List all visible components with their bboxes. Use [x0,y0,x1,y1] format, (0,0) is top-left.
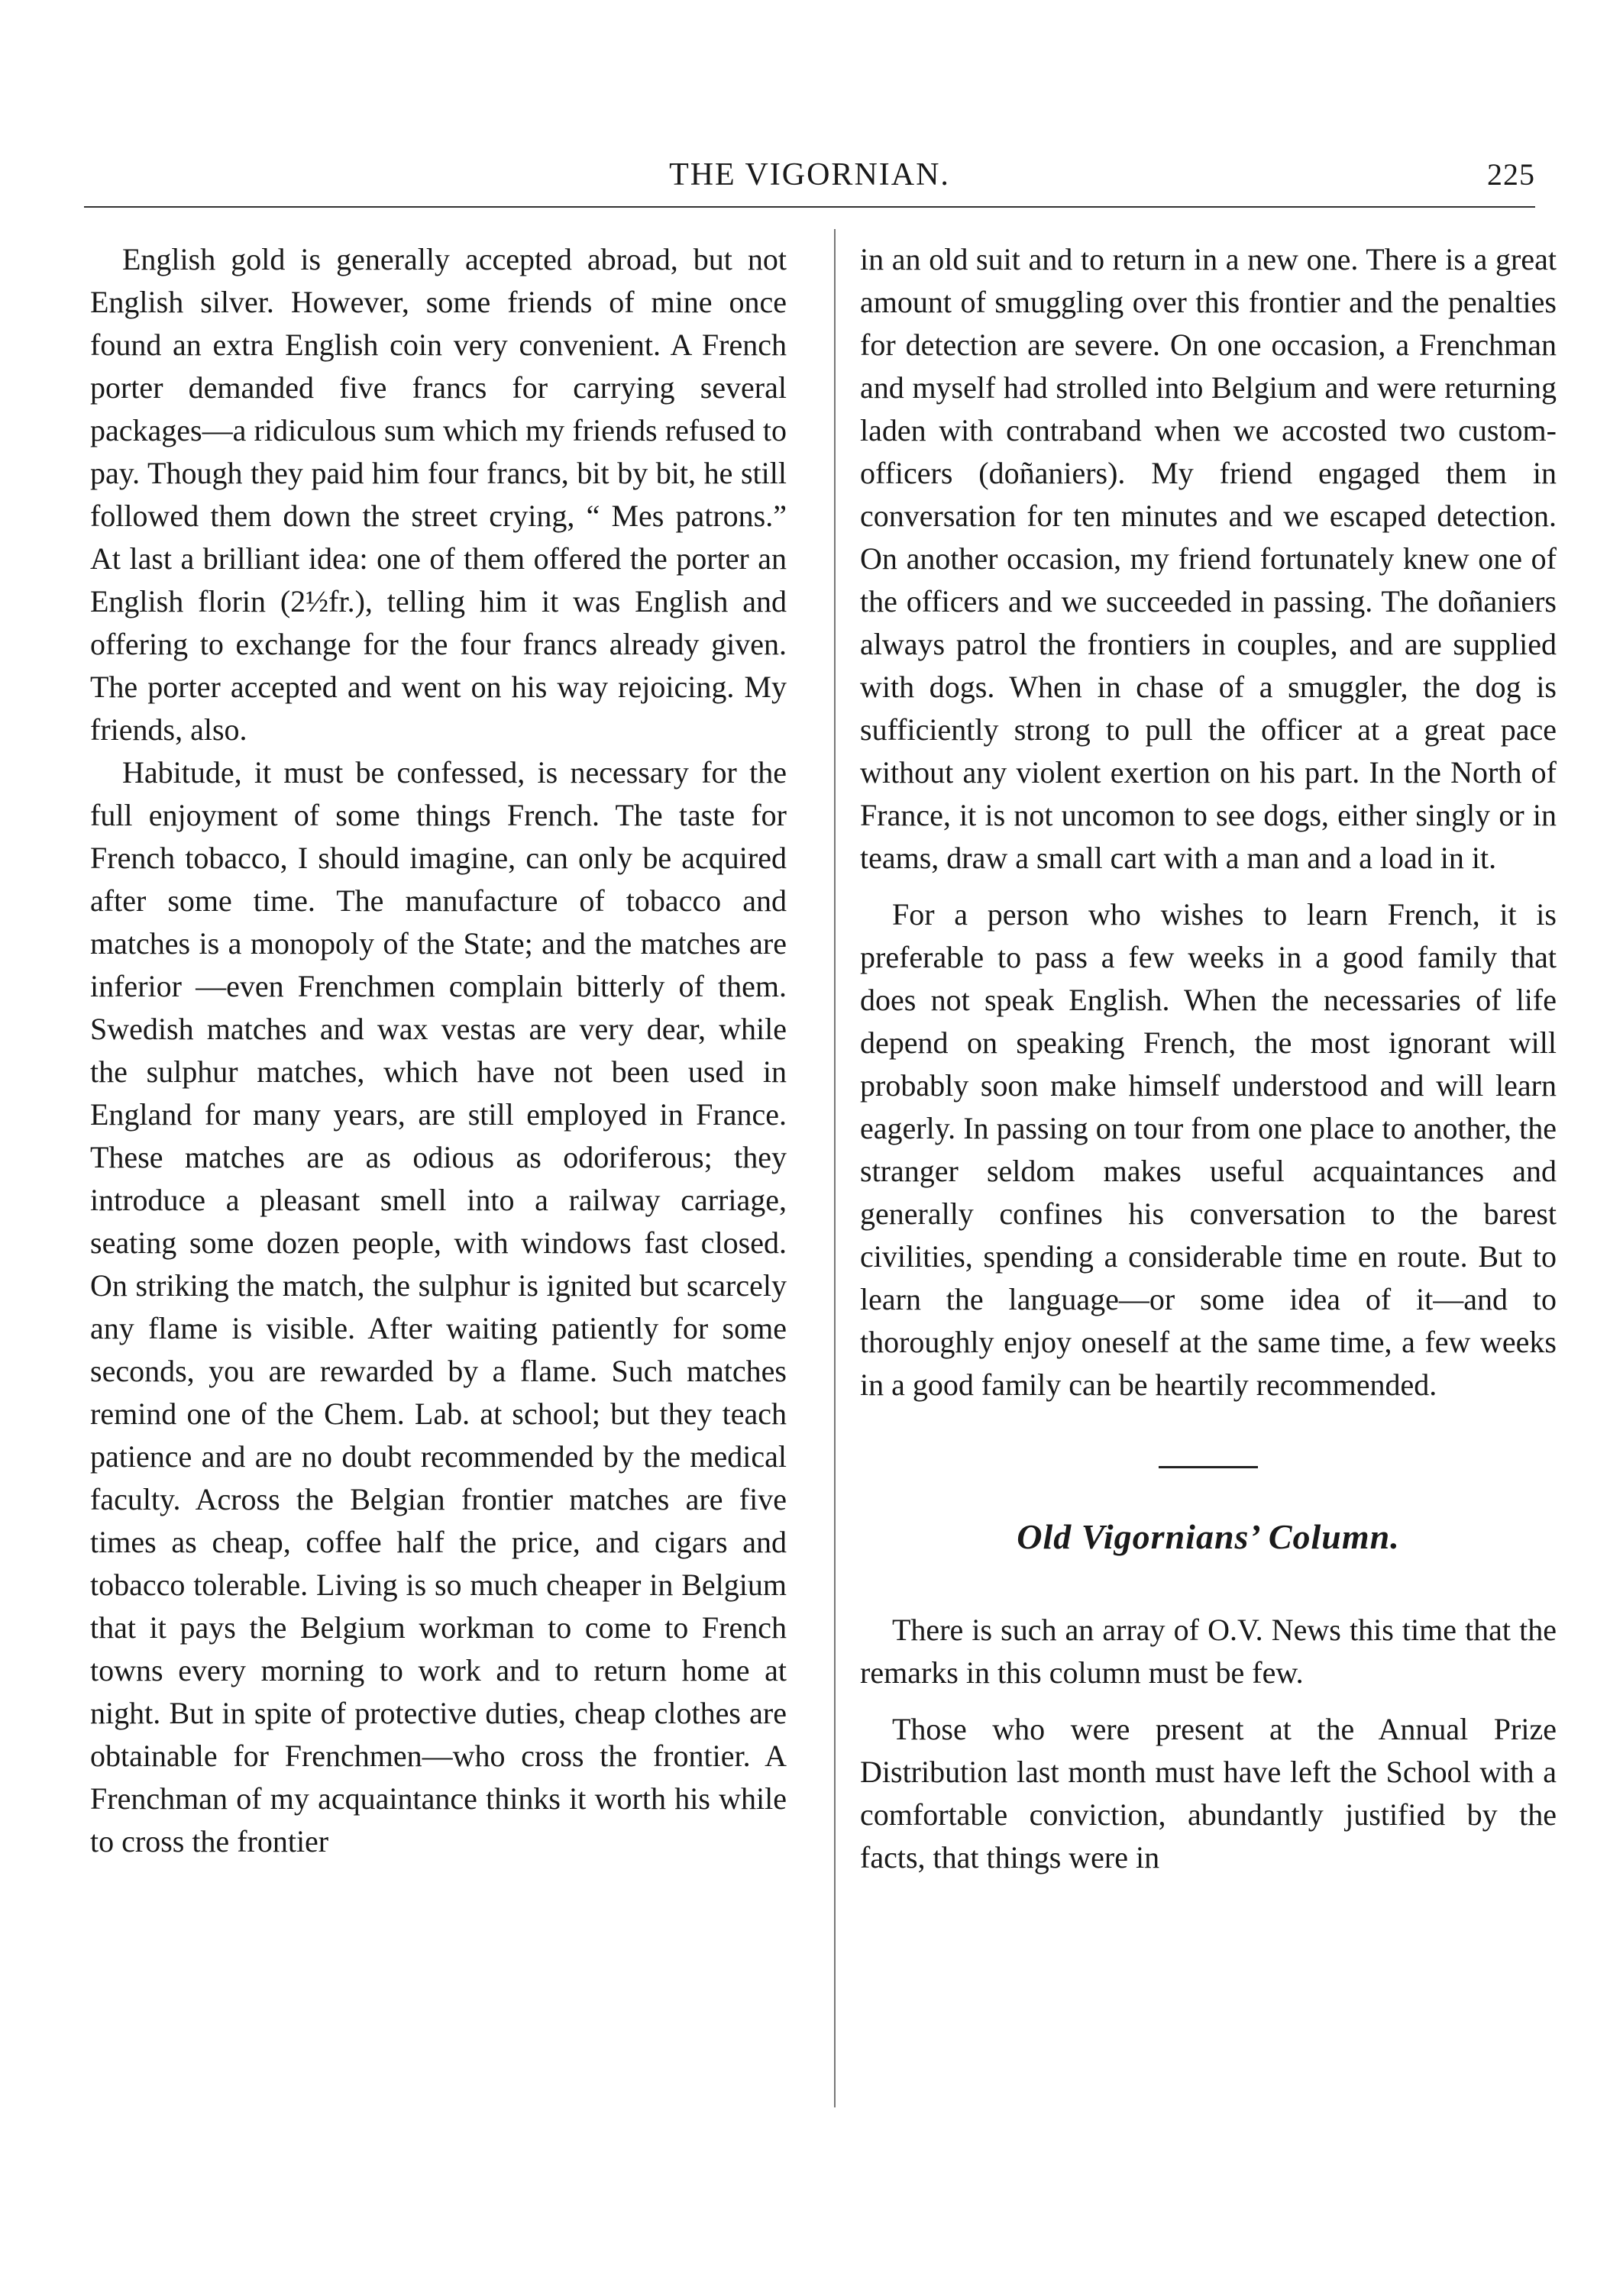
page-number: 225 [1487,157,1535,192]
paragraph-learn-french: For a person who wishes to learn French, it is preferable to pass a few weeks in a good family that does not speak English. When the necessaries of life depend on speaking French, the most ignorant will probably soon make himself understood and will learn eagerly. In passing on tour from one place to another, the stranger seldom makes useful acquaintances and generally confines his conversation to the barest civilities, spending a considerable time en route. But to learn the language—or some idea of it—and to thoroughly enjoy oneself at the same time, a few weeks in a good family can be heartily recommended. [860,897,1557,1402]
running-head [84,157,1535,202]
running-title: THE VIGORNIAN. [669,157,950,192]
paragraph-ov-news: There is such an array of O.V. News this time that the remarks in this column must be few. [860,1613,1557,1690]
section-heading-old-vigornians: Old Vigornians’ Column. [1017,1517,1400,1556]
right-column [860,238,1557,1879]
left-column [90,238,787,1863]
header-rule [84,206,1535,208]
column-divider [834,229,836,2107]
paragraph-continued-smuggling: in an old suit and to return in a new one. There is a great amount of smuggling over this frontier and the penalties for detection are severe. On one occasion, a Frenchman and myself had strolled into Belgium and were returning laden with contraband when we accosted two custom-officers (doñaniers). My friend engaged them in conversation for ten minutes and we escaped detection. On another occasion, my friend fortunately knew one of the officers and we succeeded in passing. The doñaniers always patrol the frontiers in couples, and are supplied with dogs. When in chase of a smuggler, the dog is sufficiently strong to pull the officer at a great pace without any violent exertion on his part. In the North of France, it is not uncomon to see dogs, either singly or in teams, draw a small cart with a man and a load in it. [860,242,1557,875]
section-divider-rule [1159,1466,1258,1468]
paragraph-prize-distribution: Those who were present at the Annual Prize Distribution last month must have left the School with a comfortable conviction, abundantly justified by the facts, that things were in [860,1712,1557,1875]
paragraph-habitude: Habitude, it must be confessed, is necessary for the full enjoyment of some things French. The taste for French tobacco, I should imagine, can only be acquired after some time. The manufacture of tobacco and matches is a monopoly of the State; and the matches are inferior —even Frenchmen complain bitterly of them. Swedish matches and wax vestas are very dear, while the sulphur matches, which have not been used in England for many years, are still employed in France. These matches are as odious as odoriferous; they introduce a pleasant smell into a railway carriage, seating some dozen people, with windows fast closed. On striking the match, the sulphur is ignited but scarcely any flame is visible. After waiting patiently for some seconds, you are rewarded by a flame. Such matches remind one of the Chem. Lab. at school; but they teach patience and are no doubt recommended by the medical faculty. Across the Belgian frontier matches are five times as cheap, coffee half the price, and cigars and tobacco tolerable. Living is so much cheaper in Belgium that it pays the Belgium workman to come to French towns every morning to work and to return home at night. But in spite of protective duties, cheap clothes are obtainable for Frenchmen—who cross the frontier. A Frenchman of my acquaintance thinks it worth his while to cross the frontier [90,755,787,1858]
paragraph-english-gold: English gold is generally accepted abroad, but not English silver. However, some friends of mine once found an extra English coin very convenient. A French porter demanded five francs for carrying several packages—a ridiculous sum which my friends refused to pay. Though they paid him four francs, bit by bit, he still followed them down the street crying, “ Mes patrons.” At last a brilliant idea: one of them offered the porter an English florin (2½fr.), telling him it was English and offering to exchange for the four francs already given. The porter accepted and went on his way rejoicing. My friends, also. [90,242,787,747]
